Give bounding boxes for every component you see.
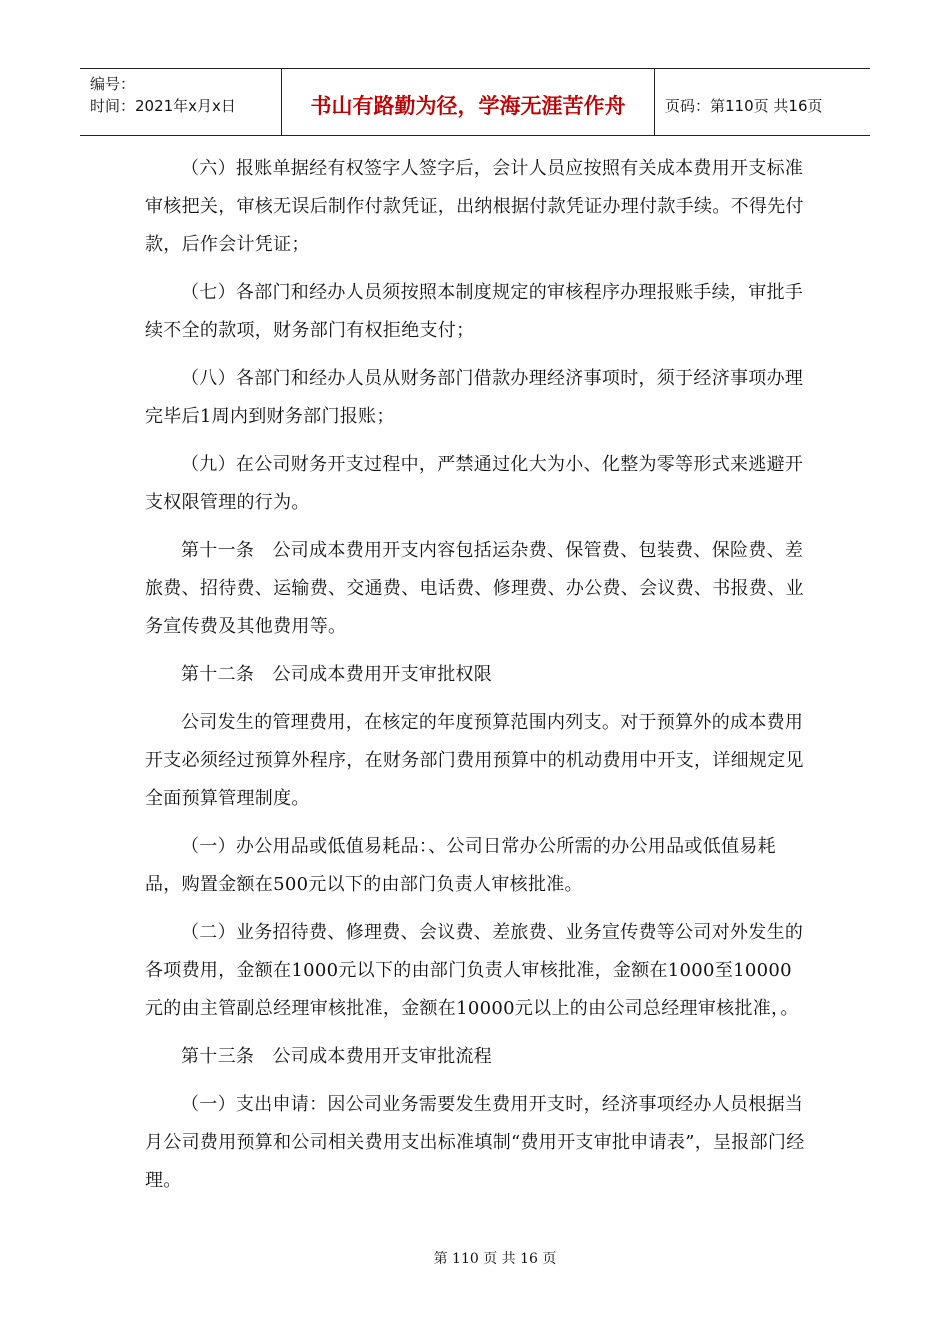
- paragraph: （六）报账单据经有权签字人签字后，会计人员应按照有关成本费用开支标准审核把关，审核无误后制作付款凭证，出纳根据付款凭证办理付款手续。不得先付款，后作会计凭证；: [145, 158, 804, 255]
- header-motto: 书山有路勤为径，学海无涯苦作舟: [282, 69, 655, 135]
- article-13-heading: 第十三条 公司成本费用开支审批流程: [181, 1046, 493, 1067]
- header-meta: [80, 69, 282, 135]
- paragraph: （一）支出申请：因公司业务需要发生费用开支时，经济事项经办人员根据当月公司费用预算和公司相关费用支出标准填制“费用开支审批申请表”，呈报部门经理。: [145, 1094, 805, 1191]
- page-header: [80, 68, 870, 136]
- paragraph: （八）各部门和经办人员从财务部门借款办理经济事项时，须于经济事项办理完毕后1周内到财务部门报账；: [145, 368, 804, 427]
- article-11: 第十一条 公司成本费用开支内容包括运杂费、保管费、包装费、保险费、差旅费、招待费、运输费、交通费、电话费、修理费、办公费、会议费、书报费、业务宣传费及其他费用等。: [145, 540, 804, 637]
- paragraph: （二）业务招待费、修理费、会议费、差旅费、业务宣传费等公司对外发生的各项费用，金额在1000元以下的由部门负责人审核批准，金额在1000至10000元的由主管副总经理审核批准，金额在10000元以上的由公司总经理审核批准，。: [145, 922, 804, 1019]
- page-footer: 第 110 页 共 16 页: [433, 1251, 557, 1267]
- article-12-heading: 第十二条 公司成本费用开支审批权限: [181, 664, 493, 685]
- header-page-label: 页码：第110页 共16页: [665, 96, 823, 115]
- paragraph: （一）办公用品或低值易耗品：、公司日常办公所需的办公用品或低值易耗品，购置金额在500元以下的由部门负责人审核批准。: [145, 836, 776, 895]
- number-label: 编号：: [90, 75, 136, 93]
- paragraph: 公司发生的管理费用，在核定的年度预算范围内列支。对于预算外的成本费用开支必须经过预算外程序，在财务部门费用预算中的机动费用中开支，详细规定见全面预算管理制度。: [145, 712, 804, 809]
- paragraph: （七）各部门和经办人员须按照本制度规定的审核程序办理报账手续，审批手续不全的款项，财务部门有权拒绝支付；: [145, 282, 804, 341]
- document-body: [145, 150, 810, 1210]
- time-label: 时间：2021年x月x日: [90, 97, 236, 115]
- paragraph: （九）在公司财务开支过程中，严禁通过化大为小、化整为零等形式来逃避开支权限管理的行为。: [145, 454, 804, 513]
